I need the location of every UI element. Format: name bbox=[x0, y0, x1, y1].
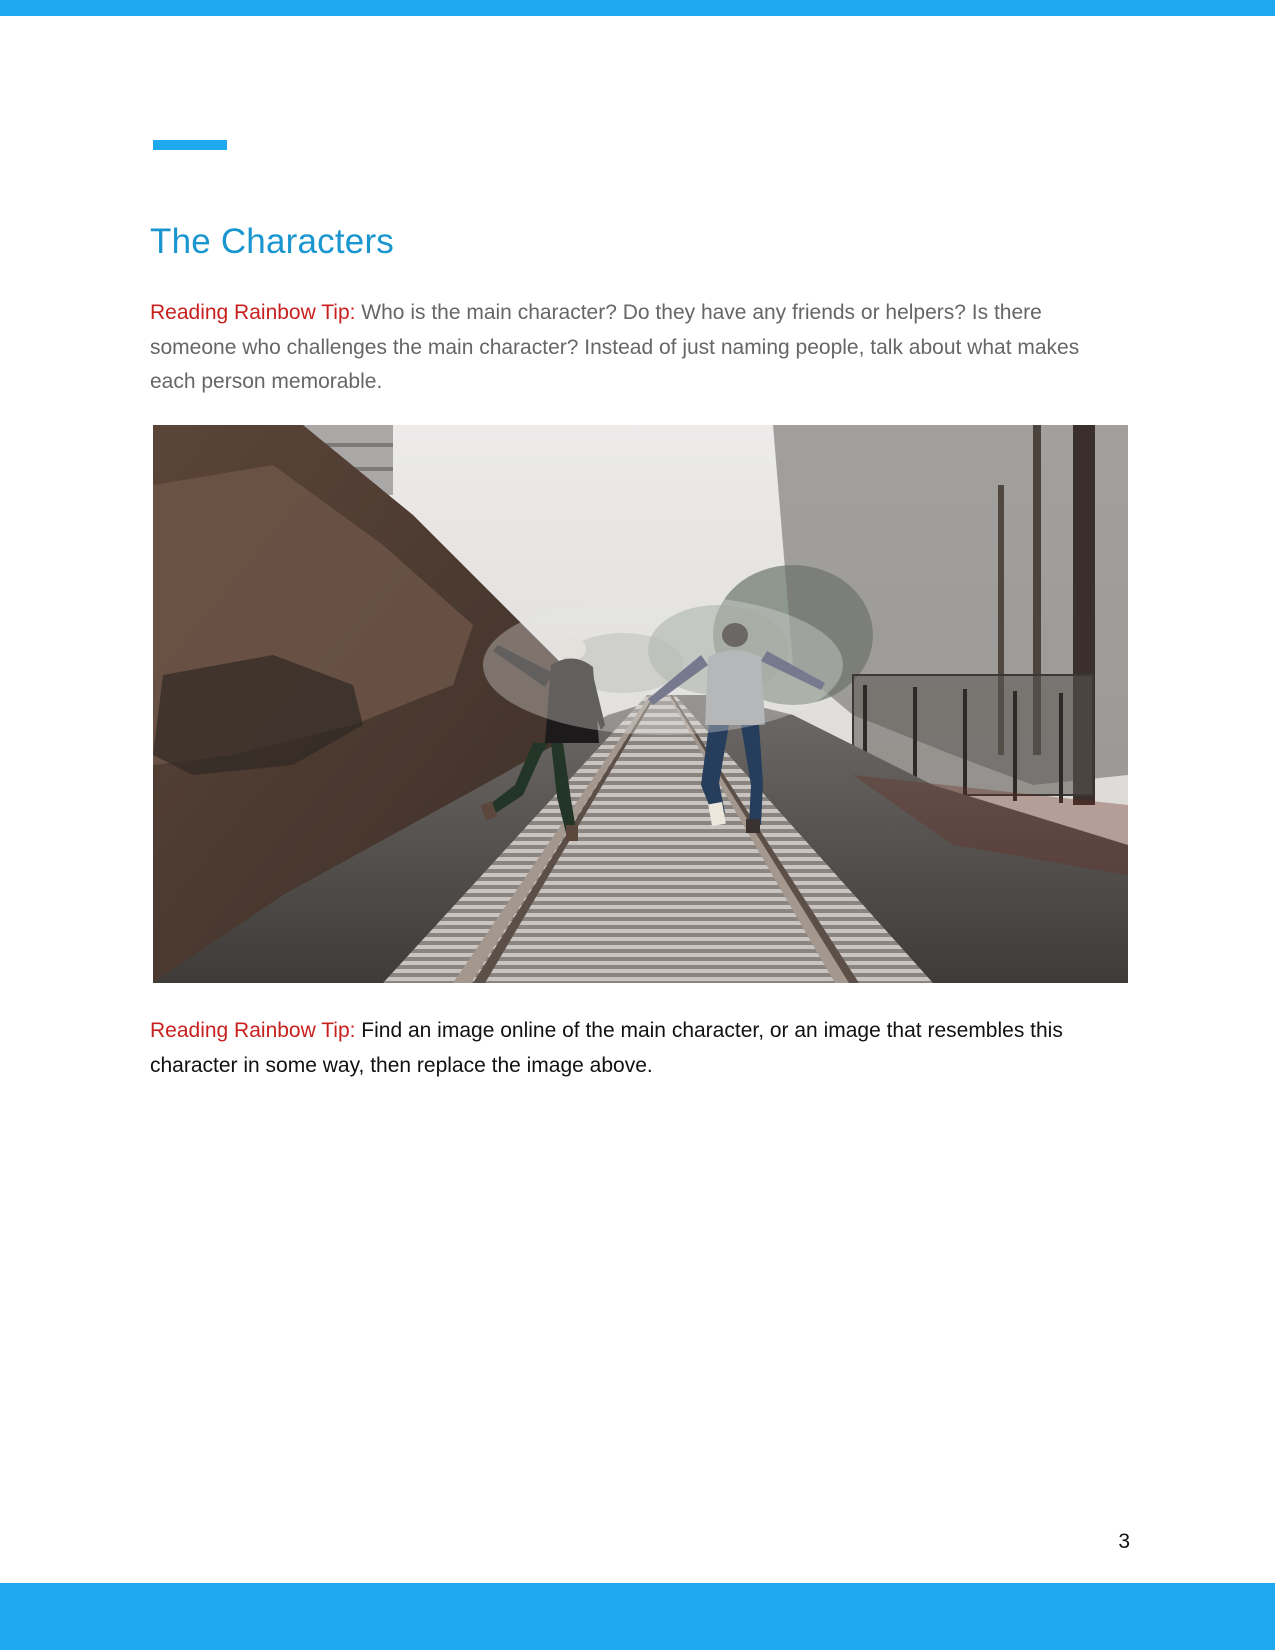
railroad-tracks-photo bbox=[153, 425, 1128, 983]
top-accent-bar bbox=[0, 0, 1275, 16]
title-accent-rule bbox=[153, 140, 227, 150]
tip-text: Who is the main character? Do they have any friends or helpers? Is there someone who challenges the main character? Instead of just naming people, talk about what makes each person memorable. bbox=[150, 301, 1080, 393]
tip-text: Find an image online of the main character, or an image that resembles this character in some way, then replace the image above. bbox=[150, 1019, 1063, 1077]
character-tip-paragraph bbox=[150, 296, 1130, 400]
page-number: 3 bbox=[1118, 1530, 1130, 1553]
tip-label: Reading Rainbow Tip: bbox=[150, 301, 356, 324]
bottom-accent-bar bbox=[0, 1583, 1275, 1650]
image-tip-paragraph bbox=[150, 1014, 1130, 1083]
page-title: The Characters bbox=[150, 222, 395, 261]
tip-label: Reading Rainbow Tip: bbox=[150, 1019, 356, 1042]
